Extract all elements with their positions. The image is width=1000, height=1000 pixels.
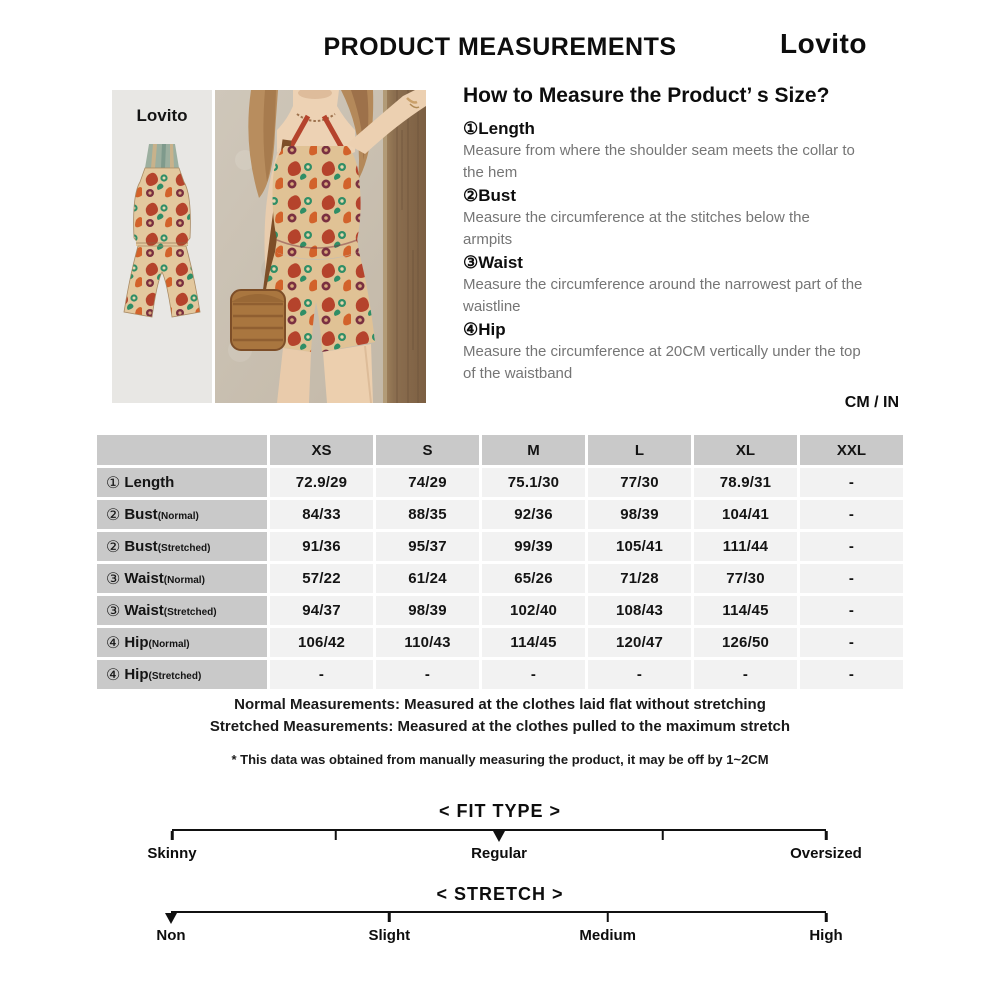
measurement-cell: - bbox=[588, 660, 691, 689]
howto-section bbox=[463, 84, 895, 385]
fit-type-labels bbox=[147, 845, 862, 863]
scale-tick bbox=[388, 913, 391, 922]
measurement-cell: 75.1/30 bbox=[482, 468, 585, 497]
row-label-waist-stretched: ③ Waist (Stretched) bbox=[97, 596, 267, 625]
brand-logo: Lovito bbox=[780, 28, 867, 59]
row-label-hip-stretched: ④ Hip (Stretched) bbox=[97, 660, 267, 689]
fit-marker-icon bbox=[493, 831, 505, 842]
note-stretched: Stretched Measurements: Measured at the clothes pulled to the maximum stretch bbox=[209, 717, 791, 735]
stretch-title: < STRETCH > bbox=[436, 884, 564, 904]
circled-number: ③ bbox=[463, 253, 479, 272]
fit-type-scale bbox=[172, 829, 826, 845]
size-column-header: L bbox=[588, 435, 691, 465]
stretch-scale bbox=[171, 911, 826, 927]
measurement-cell: 77/30 bbox=[694, 564, 797, 593]
fit-label-regular: Regular bbox=[471, 845, 527, 862]
measurement-cell: 114/45 bbox=[482, 628, 585, 657]
fit-type-title: < FIT TYPE > bbox=[438, 801, 562, 821]
howto-item-desc: Measure the circumference at 20CM vertically under the top of the waistband bbox=[463, 343, 861, 382]
measurement-cell: 102/40 bbox=[482, 596, 585, 625]
howto-item-label: Bust bbox=[478, 186, 517, 205]
howto-item-desc: Measure the circumference around the narrowest part of the waistline bbox=[463, 276, 863, 315]
disclaimer-note: * This data was obtained from manually measuring the product, it may be off by 1~2CM bbox=[231, 752, 769, 767]
measurement-cell: 99/39 bbox=[482, 532, 585, 561]
measurement-cell: 104/41 bbox=[694, 500, 797, 529]
howto-item-desc: Measure the circumference at the stitches below the armpits bbox=[463, 209, 810, 248]
measurement-cell: 71/28 bbox=[588, 564, 691, 593]
measurement-cell: 72.9/29 bbox=[270, 468, 373, 497]
circled-number: ① bbox=[463, 119, 479, 138]
measurement-cell: - bbox=[482, 660, 585, 689]
row-label-bust-normal: ② Bust (Normal) bbox=[97, 500, 267, 529]
circled-number: ④ bbox=[463, 320, 479, 339]
unit-label: CM / IN bbox=[844, 394, 899, 411]
measurement-cell: - bbox=[694, 660, 797, 689]
howto-item-bust bbox=[463, 184, 895, 251]
measurement-cell: 108/43 bbox=[588, 596, 691, 625]
howto-item-label: Length bbox=[478, 119, 535, 138]
scale-tick bbox=[606, 913, 609, 922]
measurement-cell: - bbox=[800, 532, 903, 561]
howto-item-hip bbox=[463, 318, 895, 385]
stretch-marker-icon bbox=[165, 913, 177, 924]
measurement-cell: 77/30 bbox=[588, 468, 691, 497]
fit-label-oversized: Oversized bbox=[790, 845, 862, 862]
howto-item-length bbox=[463, 117, 895, 184]
measurement-cell: 94/37 bbox=[270, 596, 373, 625]
scale-tick bbox=[171, 831, 174, 840]
flat-panel-brand-label: Lovito bbox=[136, 106, 188, 125]
measurement-cell: 84/33 bbox=[270, 500, 373, 529]
measurement-cell: 92/36 bbox=[482, 500, 585, 529]
measurement-cell: 98/39 bbox=[376, 596, 479, 625]
page-title: PRODUCT MEASUREMENTS bbox=[323, 33, 677, 61]
stretch-label-slight: Slight bbox=[368, 927, 411, 944]
measurement-cell: 95/37 bbox=[376, 532, 479, 561]
flat-lay-panel bbox=[112, 90, 212, 403]
model-photo bbox=[215, 90, 426, 403]
howto-title: How to Measure the Product’ s Size? bbox=[463, 84, 830, 107]
row-label-waist-normal: ③ Waist (Normal) bbox=[97, 564, 267, 593]
howto-item-desc: Measure from where the shoulder seam meets the collar to the hem bbox=[463, 142, 855, 181]
howto-item-label: Hip bbox=[478, 320, 506, 339]
fit-label-skinny: Skinny bbox=[147, 845, 197, 862]
note-normal: Normal Measurements: Measured at the clothes laid flat without stretching bbox=[234, 696, 766, 713]
size-column-header: S bbox=[376, 435, 479, 465]
stretch-labels bbox=[156, 927, 843, 945]
size-column-header: M bbox=[482, 435, 585, 465]
measurement-cell: 110/43 bbox=[376, 628, 479, 657]
measurement-cell: 61/24 bbox=[376, 564, 479, 593]
size-column-header: XXL bbox=[800, 435, 903, 465]
measurement-cell: - bbox=[800, 564, 903, 593]
howto-item-label: Waist bbox=[478, 253, 523, 272]
scale-tick bbox=[334, 831, 337, 840]
measurement-cell: 105/41 bbox=[588, 532, 691, 561]
scale-tick bbox=[661, 831, 664, 840]
measurement-cell: - bbox=[376, 660, 479, 689]
size-column-header: XL bbox=[694, 435, 797, 465]
measurement-cell: - bbox=[800, 596, 903, 625]
product-visual bbox=[112, 90, 426, 403]
table-corner-cell bbox=[97, 435, 267, 465]
measurement-cell: 120/47 bbox=[588, 628, 691, 657]
size-table bbox=[97, 435, 903, 689]
measurement-cell: 111/44 bbox=[694, 532, 797, 561]
measurement-cell: 98/39 bbox=[588, 500, 691, 529]
measurement-cell: 57/22 bbox=[270, 564, 373, 593]
stretch-label-non: Non bbox=[156, 927, 186, 944]
howto-item-waist bbox=[463, 251, 895, 318]
flat-romper-illustration bbox=[112, 140, 212, 395]
circled-number: ② bbox=[463, 186, 479, 205]
size-column-header: XS bbox=[270, 435, 373, 465]
measurement-cell: - bbox=[270, 660, 373, 689]
measurement-cell: 65/26 bbox=[482, 564, 585, 593]
scale-tick bbox=[825, 831, 828, 840]
row-label-bust-stretched: ② Bust (Stretched) bbox=[97, 532, 267, 561]
measurement-cell: 106/42 bbox=[270, 628, 373, 657]
measurement-cell: 88/35 bbox=[376, 500, 479, 529]
stretch-label-medium: Medium bbox=[579, 927, 637, 944]
measurement-cell: 114/45 bbox=[694, 596, 797, 625]
stretch-label-high: High bbox=[809, 927, 843, 944]
measurement-cell: 126/50 bbox=[694, 628, 797, 657]
measurement-cell: 78.9/31 bbox=[694, 468, 797, 497]
row-label-length: ① Length bbox=[97, 468, 267, 497]
measurement-cell: 74/29 bbox=[376, 468, 479, 497]
scale-tick bbox=[825, 913, 828, 922]
row-label-hip-normal: ④ Hip (Normal) bbox=[97, 628, 267, 657]
measurement-cell: - bbox=[800, 628, 903, 657]
measurement-cell: - bbox=[800, 500, 903, 529]
measurement-notes bbox=[0, 694, 1000, 737]
measurement-cell: 91/36 bbox=[270, 532, 373, 561]
measurement-cell: - bbox=[800, 660, 903, 689]
measurement-cell: - bbox=[800, 468, 903, 497]
